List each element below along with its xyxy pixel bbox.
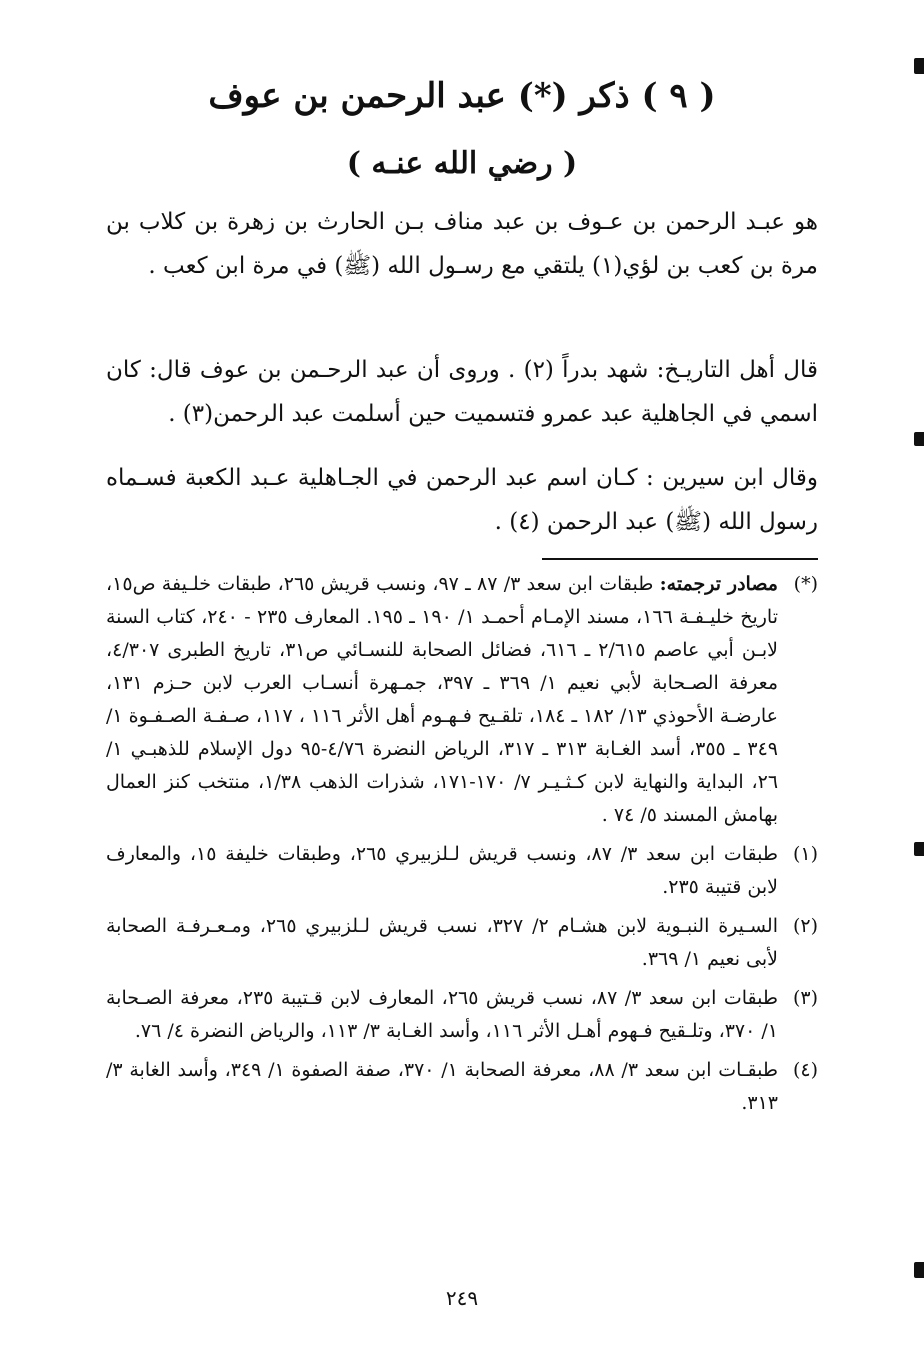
- footnote-divider: [542, 558, 818, 560]
- paragraph-lineage: هو عبـد الرحمن بن عـوف بن عبد مناف بـن الحارث بن زهرة بن كلاب بن مرة بن كعب بن لؤي(١) يلتقي مع رسـول الله (ﷺ) في مرة ابن كعب .: [106, 209, 818, 279]
- footnote-1: [106, 838, 818, 904]
- footnote-marker: (١): [792, 843, 818, 865]
- chapter-subtitle: ( رضي الله عنـه ): [346, 146, 578, 181]
- scan-edge-mark: [914, 432, 924, 446]
- scan-edge-mark: [914, 842, 924, 856]
- footnote-3: [106, 982, 818, 1048]
- paragraph-ibn-sirin: وقال ابن سيرين : كـان اسم عبد الرحمن في الجـاهلية عـبد الكعبة فسـماه رسول الله (ﷺ) عبد الرحمن (٤) .: [106, 465, 818, 535]
- footnote-text: [106, 568, 778, 832]
- footnote-marker: (٤): [792, 1059, 818, 1081]
- footnote-text: طبقات ابن سعد ٣/ ٨٧، نسب قريش ٢٦٥، المعارف لابن قـتيبة ٢٣٥، معرفة الصـحابة ١/ ٣٧٠، وتلـقيح فـهوم أهـل الأثر ١١٦، وأسد الغـابة ٣/ ١١٣، والرياض النضرة ٤/ ٧٦.: [106, 987, 778, 1042]
- footnote-sources: [106, 568, 818, 832]
- footnote-body: طبقات ابن سعد ٣/ ٨٧ ـ ٩٧، ونسب قريش ٢٦٥، طبقات خلـيفة ص١٥، تاريخ خليـفـة ١٦٦، مسند الإمـام أحمـد ١/ ١٩٠ ـ ١٩٥. المعارف ٢٣٥ - ٢٤٠، كتاب السنة لابـن أبي عاصم ٢/٦١٥ ـ ٦١٦، فضائل الصحابة للنسـائي ص٣١، تاريخ الطبرى ٤/٣٠٧، معرفة الصـحابة لأبي نعيم ١/ ٣٦٩ ـ ٣٩٧، جمـهرة أنسـاب العرب لابن حـزم ١٣١، عارضـة الأحوذي ١٣/ ١٨٢ ـ ١٨٤، تلقـيح فـهـوم أهل الأثر ١١٦ ، ١١٧، صـفـة الصـفـوة ١/ ٣٤٩ ـ ٣٥٥، أسد الغـابة ٣١٣ ـ ٣١٧، الرياض النضرة ٤/٧٦-٩٥ دول الإسلام للذهبـي ١/ ٢٦، البداية والنهاية لابن كـثـيـر ٧/ ١٧٠-١٧١، شذرات الذهب ١/٣٨، منتخب كنز العمال بهامش المسند ٥/ ٧٤ .: [106, 573, 779, 826]
- scan-edge-mark: [914, 58, 924, 74]
- footnote-text: السـيرة النبـوية لابن هشـام ٢/ ٣٢٧، نسب قريش لـلزبيري ٢٦٥، ومـعـرفـة الصحابة لأبى نعيم ١/ ٣٦٩.: [106, 915, 778, 970]
- page-number: ٢٤٩: [445, 1286, 479, 1310]
- footnote-text: طبقـات ابن سعد ٣/ ٨٨، معرفة الصحابة ١/ ٣٧٠، صفة الصفوة ١/ ٣٤٩، وأسد الغابة ٣/ ٣١٣.: [106, 1059, 778, 1114]
- footnote-marker: (٢): [792, 915, 818, 937]
- scan-edge-mark: [914, 1262, 924, 1278]
- footnote-marker: (٣): [792, 987, 818, 1009]
- footnotes: [106, 568, 818, 1126]
- footnote-2: [106, 910, 818, 976]
- paragraph-history: قال أهل التاريـخ: شهد بدراً (٢) . وروى أن عبد الرحـمن بن عوف قال: كان اسمي في الجاهلية عبد عمرو فتسميت حين أسلمت عبد الرحمن(٣) .: [106, 357, 818, 427]
- footnote-marker: (*): [793, 573, 818, 595]
- footnote-lead: مصادر ترجمته:: [659, 573, 778, 595]
- footnote-text: طبقات ابن سعد ٣/ ٨٧، ونسب قريش لـلزبيري ٢٦٥، وطبقات خليفة ١٥، والمعارف لابن قتيبة ٢٣٥.: [106, 843, 779, 898]
- chapter-title: ( ٩ ) ذكر (*) عبد الرحمن بن عوف: [208, 76, 716, 116]
- footnote-4: [106, 1054, 818, 1120]
